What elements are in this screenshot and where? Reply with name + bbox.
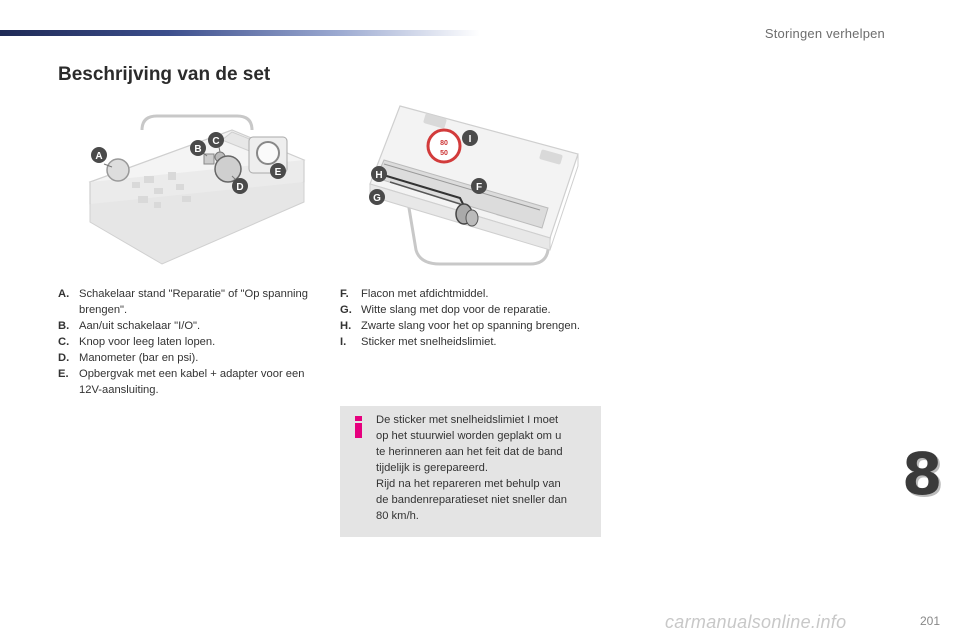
item-key: D. [58,352,70,364]
item-text: Knop voor leeg laten lopen. [79,336,216,348]
component-list-left [58,286,310,398]
marker-f-label: F [475,182,483,193]
marker-c-label: C [212,136,220,147]
list-item [340,318,590,334]
item-text: Schakelaar stand "Reparatie" of "Op spanning brengen". [79,288,308,316]
item-key: G. [340,304,352,316]
list-item [58,366,310,398]
marker-d-label: D [236,182,244,193]
note-line: op het stuurwiel worden geplakt om u [376,430,562,442]
item-key: C. [58,336,70,348]
item-key: I. [340,336,347,348]
item-text: Manometer (bar en psi). [79,352,199,364]
marker-i-label: I [468,134,472,145]
item-text: Flacon met afdichtmiddel. [361,288,489,300]
item-key: F. [340,288,349,300]
item-key: E. [58,368,69,380]
component-list-right [340,286,590,350]
note-line: de bandenreparatieset niet sneller dan [376,494,567,506]
chapter-number: 8 [902,440,943,508]
note-line: 80 km/h. [376,510,419,522]
header-gradient-bar [0,30,480,36]
item-text: Aan/uit schakelaar "I/O". [79,320,201,332]
item-key: H. [340,320,352,332]
list-item [340,286,590,302]
item-text: Witte slang met dop voor de reparatie. [361,304,551,316]
speed-sticker-top: 80 [440,140,448,147]
watermark: carmanualsonline.info [665,612,847,632]
list-item [340,334,590,350]
section-title: Storingen verhelpen [764,26,885,41]
page-heading: Beschrijving van de set [58,64,271,85]
info-note [340,406,601,537]
note-line: te herinneren aan het feit dat de band [376,446,563,458]
compressor-bottom-illustration [360,100,585,268]
item-text: Sticker met snelheidslimiet. [361,336,497,348]
list-item [58,286,310,318]
note-line: Rijd na het repareren met behulp van [376,478,561,490]
note-line: De sticker met snelheidslimiet I moet [376,414,559,426]
marker-h-label: H [375,170,383,181]
list-item [340,302,590,318]
marker-a-label: A [95,151,103,162]
item-text: Opbergvak met een kabel + adapter voor een 12V-aansluiting. [79,368,305,396]
compressor-top-illustration [82,112,312,270]
page-number: 201 [919,614,940,628]
speed-sticker-bottom: 50 [440,150,448,157]
item-key: A. [58,288,70,300]
info-icon [352,416,366,438]
note-line: tijdelijk is gerepareerd. [376,462,488,474]
item-key: B. [58,320,70,332]
marker-g-label: G [373,193,381,204]
list-item [58,334,310,350]
item-text: Zwarte slang voor het op spanning brengen. [361,320,580,332]
marker-b-label: B [194,144,202,155]
note-text [376,412,591,524]
list-item [58,350,310,366]
marker-e-label: E [274,167,282,178]
list-item [58,318,310,334]
